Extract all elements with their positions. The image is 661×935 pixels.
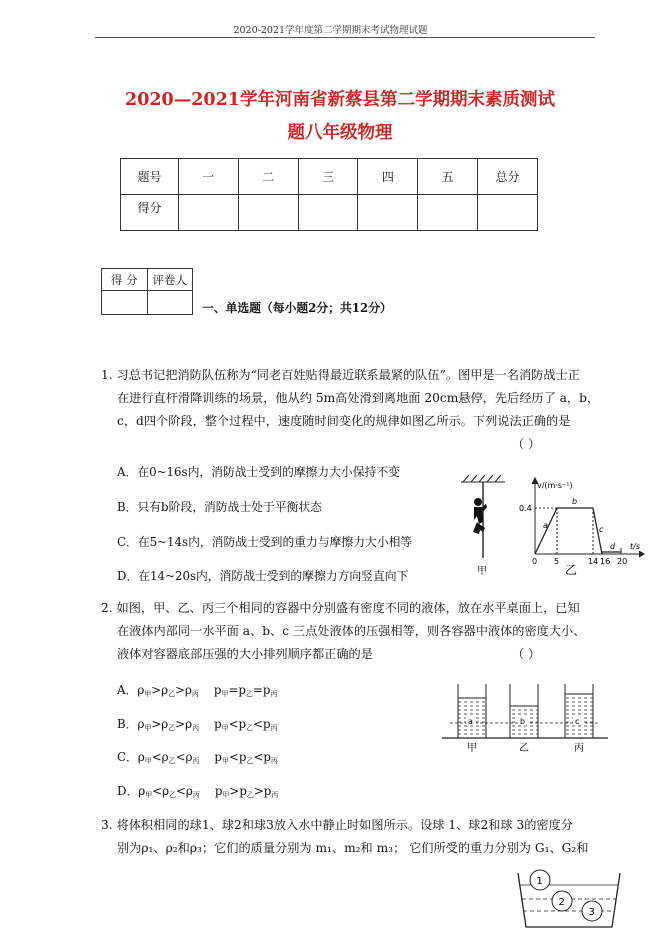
ceiling-hatch	[461, 475, 505, 482]
q3-line2: 别为ρ₁、ρ₂和ρ₃；它们的质量分别为 m₁、m₂和 m₃； 它们所受的重力分别为 G₁、G₂和	[117, 841, 589, 855]
sub-jia: 甲	[221, 724, 229, 732]
segment-b-label: b	[572, 497, 578, 506]
relation: <	[253, 750, 264, 764]
q1-option-a[interactable]: A．在0~16s内，消防战士受到的摩擦力大小保持不变	[117, 465, 400, 479]
p-symbol: p	[263, 784, 272, 798]
grader-box	[101, 268, 193, 315]
rho-symbol: ρ	[161, 683, 169, 697]
ball-1-label: 1	[536, 876, 543, 887]
p-symbol: p	[214, 784, 223, 798]
q3-line1: 3. 将体积相同的球1、球2和球3放入水中静止时如图所示。设球 1、球2和球 3的密度分	[101, 818, 573, 832]
rho-symbol: ρ	[161, 750, 169, 764]
spacer	[199, 683, 214, 697]
fig-jia-label: 甲	[477, 566, 487, 577]
sub-bing: 丙	[270, 757, 278, 765]
sub-bing: 丙	[271, 791, 279, 799]
grader-name-cell[interactable]	[147, 291, 193, 315]
t-tick-14: 14	[588, 557, 599, 566]
rho-symbol: ρ	[185, 784, 193, 798]
sub-yi: 乙	[246, 724, 254, 732]
p-symbol: p	[262, 717, 271, 731]
relation: >	[175, 683, 185, 697]
q1-option-d[interactable]: D．在14~20s内，消防战士受到的摩擦力方向竖直向下	[117, 569, 409, 583]
grader-name-label: 评卷人	[147, 269, 193, 291]
rho-symbol: ρ	[162, 784, 170, 798]
relation: >	[151, 683, 162, 697]
segment-a-label: a	[543, 521, 548, 530]
q1-option-b[interactable]: B．只有b阶段，消防战士处于平衡状态	[117, 500, 322, 514]
relation: <	[228, 750, 239, 764]
q1-line1: 1. 习总书记把消防队伍称为“同老百姓贴得最近联系最紧的队伍”。图甲是一名消防战士正	[101, 368, 580, 382]
p-symbol: p	[262, 683, 271, 697]
sub-jia: 甲	[221, 757, 229, 765]
exam-title-line2: 题八年级物理	[287, 123, 393, 143]
sub-yi: 乙	[169, 791, 177, 799]
score-cell[interactable]	[178, 195, 238, 231]
relation: <	[228, 717, 239, 731]
score-cell[interactable]	[358, 195, 418, 231]
relation: <	[152, 784, 163, 798]
q2-option-b[interactable]	[117, 715, 278, 733]
ball-2-label: 2	[558, 897, 565, 908]
q1-line3: c，d四个阶段，整个过程中，速度随时间变化的规律如图乙所示。下列说法正确的是	[117, 414, 571, 428]
container-yi	[510, 684, 538, 738]
segment-c-label: c	[599, 525, 604, 534]
p-symbol: p	[263, 750, 271, 764]
spacer	[199, 717, 214, 731]
relation: <	[253, 717, 263, 731]
rho-symbol: ρ	[185, 717, 193, 731]
score-cell[interactable]	[478, 195, 538, 231]
segment-d-label: d	[610, 542, 616, 551]
relation: <	[176, 784, 186, 798]
running-header: 2020-2021学年度第二学期期末考试物理试题	[233, 25, 428, 36]
relation: =	[228, 683, 239, 697]
point-a-label: a	[468, 717, 473, 726]
sub-yi: 乙	[245, 690, 253, 698]
p-symbol: p	[238, 717, 247, 731]
rho-symbol: ρ	[185, 750, 193, 764]
firefighter-icon	[473, 498, 487, 534]
q2-option-d[interactable]	[117, 782, 278, 800]
t-tick-16: 16	[600, 557, 611, 566]
option-letter: B．	[117, 717, 138, 731]
sub-yi: 乙	[246, 757, 254, 765]
t-tick-0: 0	[532, 557, 538, 566]
sub-yi: 乙	[168, 690, 176, 698]
sub-bing: 丙	[192, 757, 200, 765]
exam-title-line1: 2020—2021学年河南省新蔡县第二学期期末素质测试	[125, 90, 555, 110]
rho-symbol: ρ	[161, 717, 169, 731]
option-letter: C．	[117, 750, 138, 764]
grader-score-label: 得 分	[102, 269, 148, 291]
q2-option-c[interactable]	[117, 748, 278, 766]
relation: >	[151, 717, 162, 731]
sub-jia: 甲	[145, 791, 153, 799]
score-table	[120, 158, 538, 231]
score-header-cell: 四	[358, 159, 418, 195]
q2-line1: 2. 如图，甲、乙、丙三个相同的容器中分别盛有密度不同的液体，放在水平桌面上，已知	[101, 601, 580, 615]
v-tick-label: 0.4	[519, 504, 532, 513]
rho-symbol: ρ	[138, 784, 146, 798]
spacer	[199, 750, 214, 764]
score-header-cell: 一	[178, 159, 238, 195]
q2-line3: 液体对容器底部压强的大小排列顺序都正确的是	[117, 647, 373, 661]
q1-line2: 在进行直杆滑降训练的场景，他从约 5m高处滑到离地面 20cm悬停，先后经历了 a，b，	[117, 391, 600, 405]
score-cell[interactable]	[298, 195, 358, 231]
sub-jia: 甲	[221, 690, 229, 698]
q2-answer-paren: （ ）	[512, 647, 541, 661]
q1-option-c[interactable]: C．在5~14s内，消防战士受到的重力与摩擦力大小相等	[117, 535, 413, 549]
relation: <	[151, 750, 162, 764]
t-tick-20: 20	[617, 557, 628, 566]
point-b-label: b	[520, 717, 526, 726]
relation: >	[229, 784, 240, 798]
spacer	[200, 784, 215, 798]
header-divider	[95, 37, 595, 38]
relation: >	[175, 717, 186, 731]
rho-symbol: ρ	[184, 683, 192, 697]
p-symbol: p	[238, 750, 247, 764]
option-letter: D．	[117, 784, 139, 798]
p-symbol: p	[214, 750, 222, 764]
container-yi-label: 乙	[519, 743, 529, 754]
sub-yi: 乙	[246, 791, 254, 799]
sub-jia: 甲	[144, 690, 152, 698]
rho-symbol: ρ	[137, 717, 145, 731]
container-bing-label: 丙	[574, 743, 584, 754]
sub-bing: 丙	[270, 724, 278, 732]
sub-bing: 丙	[192, 724, 200, 732]
grader-score-cell[interactable]	[102, 291, 148, 315]
sub-jia: 甲	[144, 724, 152, 732]
relation: >	[253, 784, 264, 798]
sub-jia: 甲	[144, 757, 152, 765]
sub-jia: 甲	[222, 791, 230, 799]
fig-yi-label: 乙	[565, 563, 578, 577]
rho-symbol: ρ	[137, 750, 145, 764]
section-title: 一、单选题（每小题2分；共12分）	[202, 301, 392, 315]
sub-bing: 丙	[270, 690, 278, 698]
score-header-cell: 二	[238, 159, 298, 195]
score-cell[interactable]	[418, 195, 478, 231]
option-letter: A．	[117, 683, 138, 697]
t-tick-5: 5	[554, 557, 560, 566]
container-jia	[458, 684, 486, 738]
q1-figure	[455, 470, 650, 580]
score-row-label: 得分	[121, 195, 179, 231]
ball-3-label: 3	[588, 907, 595, 918]
relation: <	[175, 750, 186, 764]
sub-yi: 乙	[168, 724, 176, 732]
q2-line2: 在液体内部同一水平面 a、b、c 三点处液体的压强相等，则各容器中液体的密度大小、	[117, 624, 586, 638]
container-bing	[565, 684, 593, 738]
score-header-cell: 三	[298, 159, 358, 195]
score-header-cell: 五	[418, 159, 478, 195]
v-axis-label: v/(m·s⁻¹)	[537, 481, 573, 490]
score-cell[interactable]	[238, 195, 298, 231]
container-jia-label: 甲	[467, 743, 477, 754]
p-symbol: p	[238, 683, 246, 697]
p-symbol: p	[214, 717, 222, 731]
q1-answer-paren: （ ）	[512, 437, 541, 451]
t-axis-label: t/s	[630, 542, 640, 551]
relation: =	[252, 683, 263, 697]
score-header-cell: 总分	[478, 159, 538, 195]
sub-yi: 乙	[168, 757, 176, 765]
sub-bing: 丙	[191, 690, 199, 698]
score-header-cell: 题号	[121, 159, 179, 195]
p-symbol: p	[213, 683, 222, 697]
q3-figure	[508, 863, 628, 935]
q2-option-a[interactable]	[117, 681, 277, 699]
sub-bing: 丙	[192, 791, 200, 799]
p-symbol: p	[239, 784, 247, 798]
rho-symbol: ρ	[137, 683, 145, 697]
point-c-label: c	[575, 717, 580, 726]
q2-figure	[440, 676, 615, 756]
